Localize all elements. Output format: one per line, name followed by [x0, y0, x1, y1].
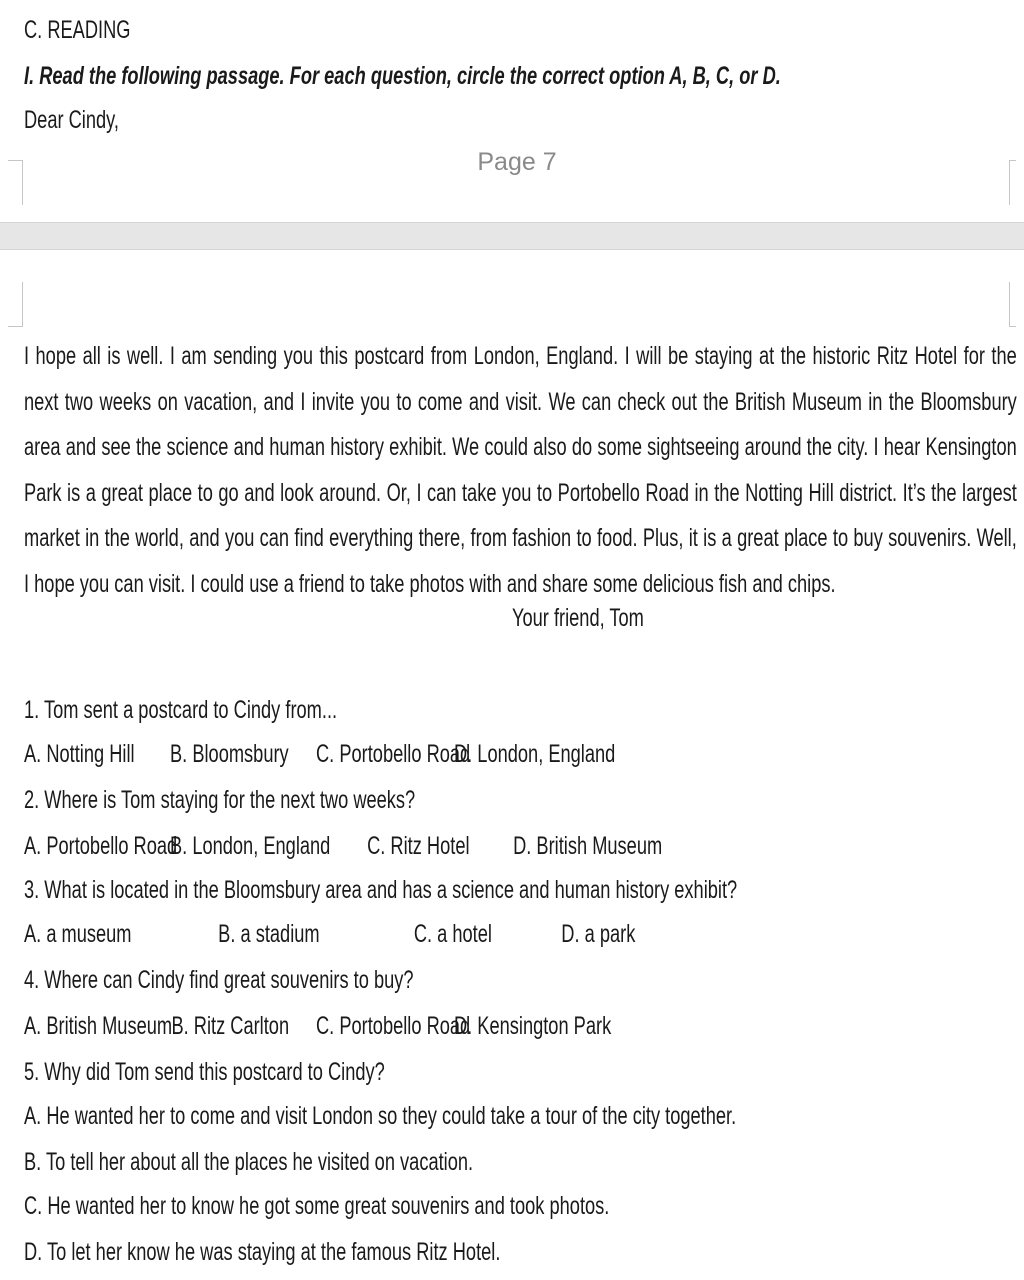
- question-4-option-a[interactable]: A. British Museum: [24, 1012, 173, 1040]
- document-page-top: [0, 0, 1024, 222]
- letter-greeting: Dear Cindy,: [24, 106, 120, 134]
- page-number-label: Page 7: [477, 148, 557, 176]
- question-4-option-b[interactable]: B. Ritz Carlton: [171, 1012, 290, 1040]
- question-4-option-d[interactable]: D. Kensington Park: [453, 1012, 612, 1040]
- question-3-option-d[interactable]: D. a park: [561, 920, 636, 948]
- question-2-option-d[interactable]: D. British Museum: [513, 832, 663, 860]
- question-1-option-b[interactable]: B. Bloomsbury: [170, 740, 289, 768]
- question-1-option-a[interactable]: A. Notting Hill: [24, 740, 135, 768]
- letter-body: I hope all is well. I am sending you this postcard from London, England. I will be staying at the historic Ritz Hotel for the next two weeks on vacation, and I invite you to come and visit. We can check out the British Museum in the Bloomsbury area and see the science and human history exhibit. We could also do some sightseeing around the city. I hear Kensington Park is a great place to go and look around. Or, I can take you to Portobello Road in the Notting Hill district. It’s the largest market in the world, and you can find everything there, from fashion to food. Plus, it is a great place to buy souvenirs. Well, I hope you can visit. I could use a friend to take photos with and share some delicious fish and chips.: [24, 342, 1017, 598]
- page-break-gap: [0, 222, 1024, 250]
- question-4-text: 4. Where can Cindy find great souvenirs to buy?: [24, 966, 414, 994]
- question-2-option-b[interactable]: B. London, England: [170, 832, 331, 860]
- letter-signoff: Your friend, Tom: [512, 604, 644, 632]
- margin-corner-mark: [1009, 282, 1016, 327]
- question-2-option-a[interactable]: A. Portobello Road: [24, 832, 178, 860]
- instruction-text: I. Read the following passage. For each question, circle the correct option A, B, C, or D.: [24, 62, 781, 90]
- question-5-option-a[interactable]: A. He wanted her to come and visit London so they could take a tour of the city together.: [24, 1102, 737, 1130]
- section-heading: C. READING: [24, 16, 131, 44]
- question-3-option-a[interactable]: A. a museum: [24, 920, 132, 948]
- question-5-option-c[interactable]: C. He wanted her to know he got some great souvenirs and took photos.: [24, 1192, 610, 1220]
- question-1-option-c[interactable]: C. Portobello Road: [316, 740, 471, 768]
- question-5-option-d[interactable]: D. To let her know he was staying at the famous Ritz Hotel.: [24, 1238, 501, 1266]
- margin-corner-mark: [8, 282, 23, 327]
- question-1-option-d[interactable]: D. London, England: [453, 740, 616, 768]
- question-3-option-c[interactable]: C. a hotel: [413, 920, 492, 948]
- question-3-text: 3. What is located in the Bloomsbury area and has a science and human history exhibit?: [24, 876, 738, 904]
- question-2-option-c[interactable]: C. Ritz Hotel: [367, 832, 470, 860]
- question-4-option-c[interactable]: C. Portobello Road: [316, 1012, 471, 1040]
- question-2-text: 2. Where is Tom staying for the next two weeks?: [24, 786, 416, 814]
- question-1-text: 1. Tom sent a postcard to Cindy from...: [24, 696, 338, 724]
- question-5-text: 5. Why did Tom send this postcard to Cindy?: [24, 1058, 385, 1086]
- question-3-option-b[interactable]: B. a stadium: [218, 920, 320, 948]
- question-5-option-b[interactable]: B. To tell her about all the places he visited on vacation.: [24, 1148, 474, 1176]
